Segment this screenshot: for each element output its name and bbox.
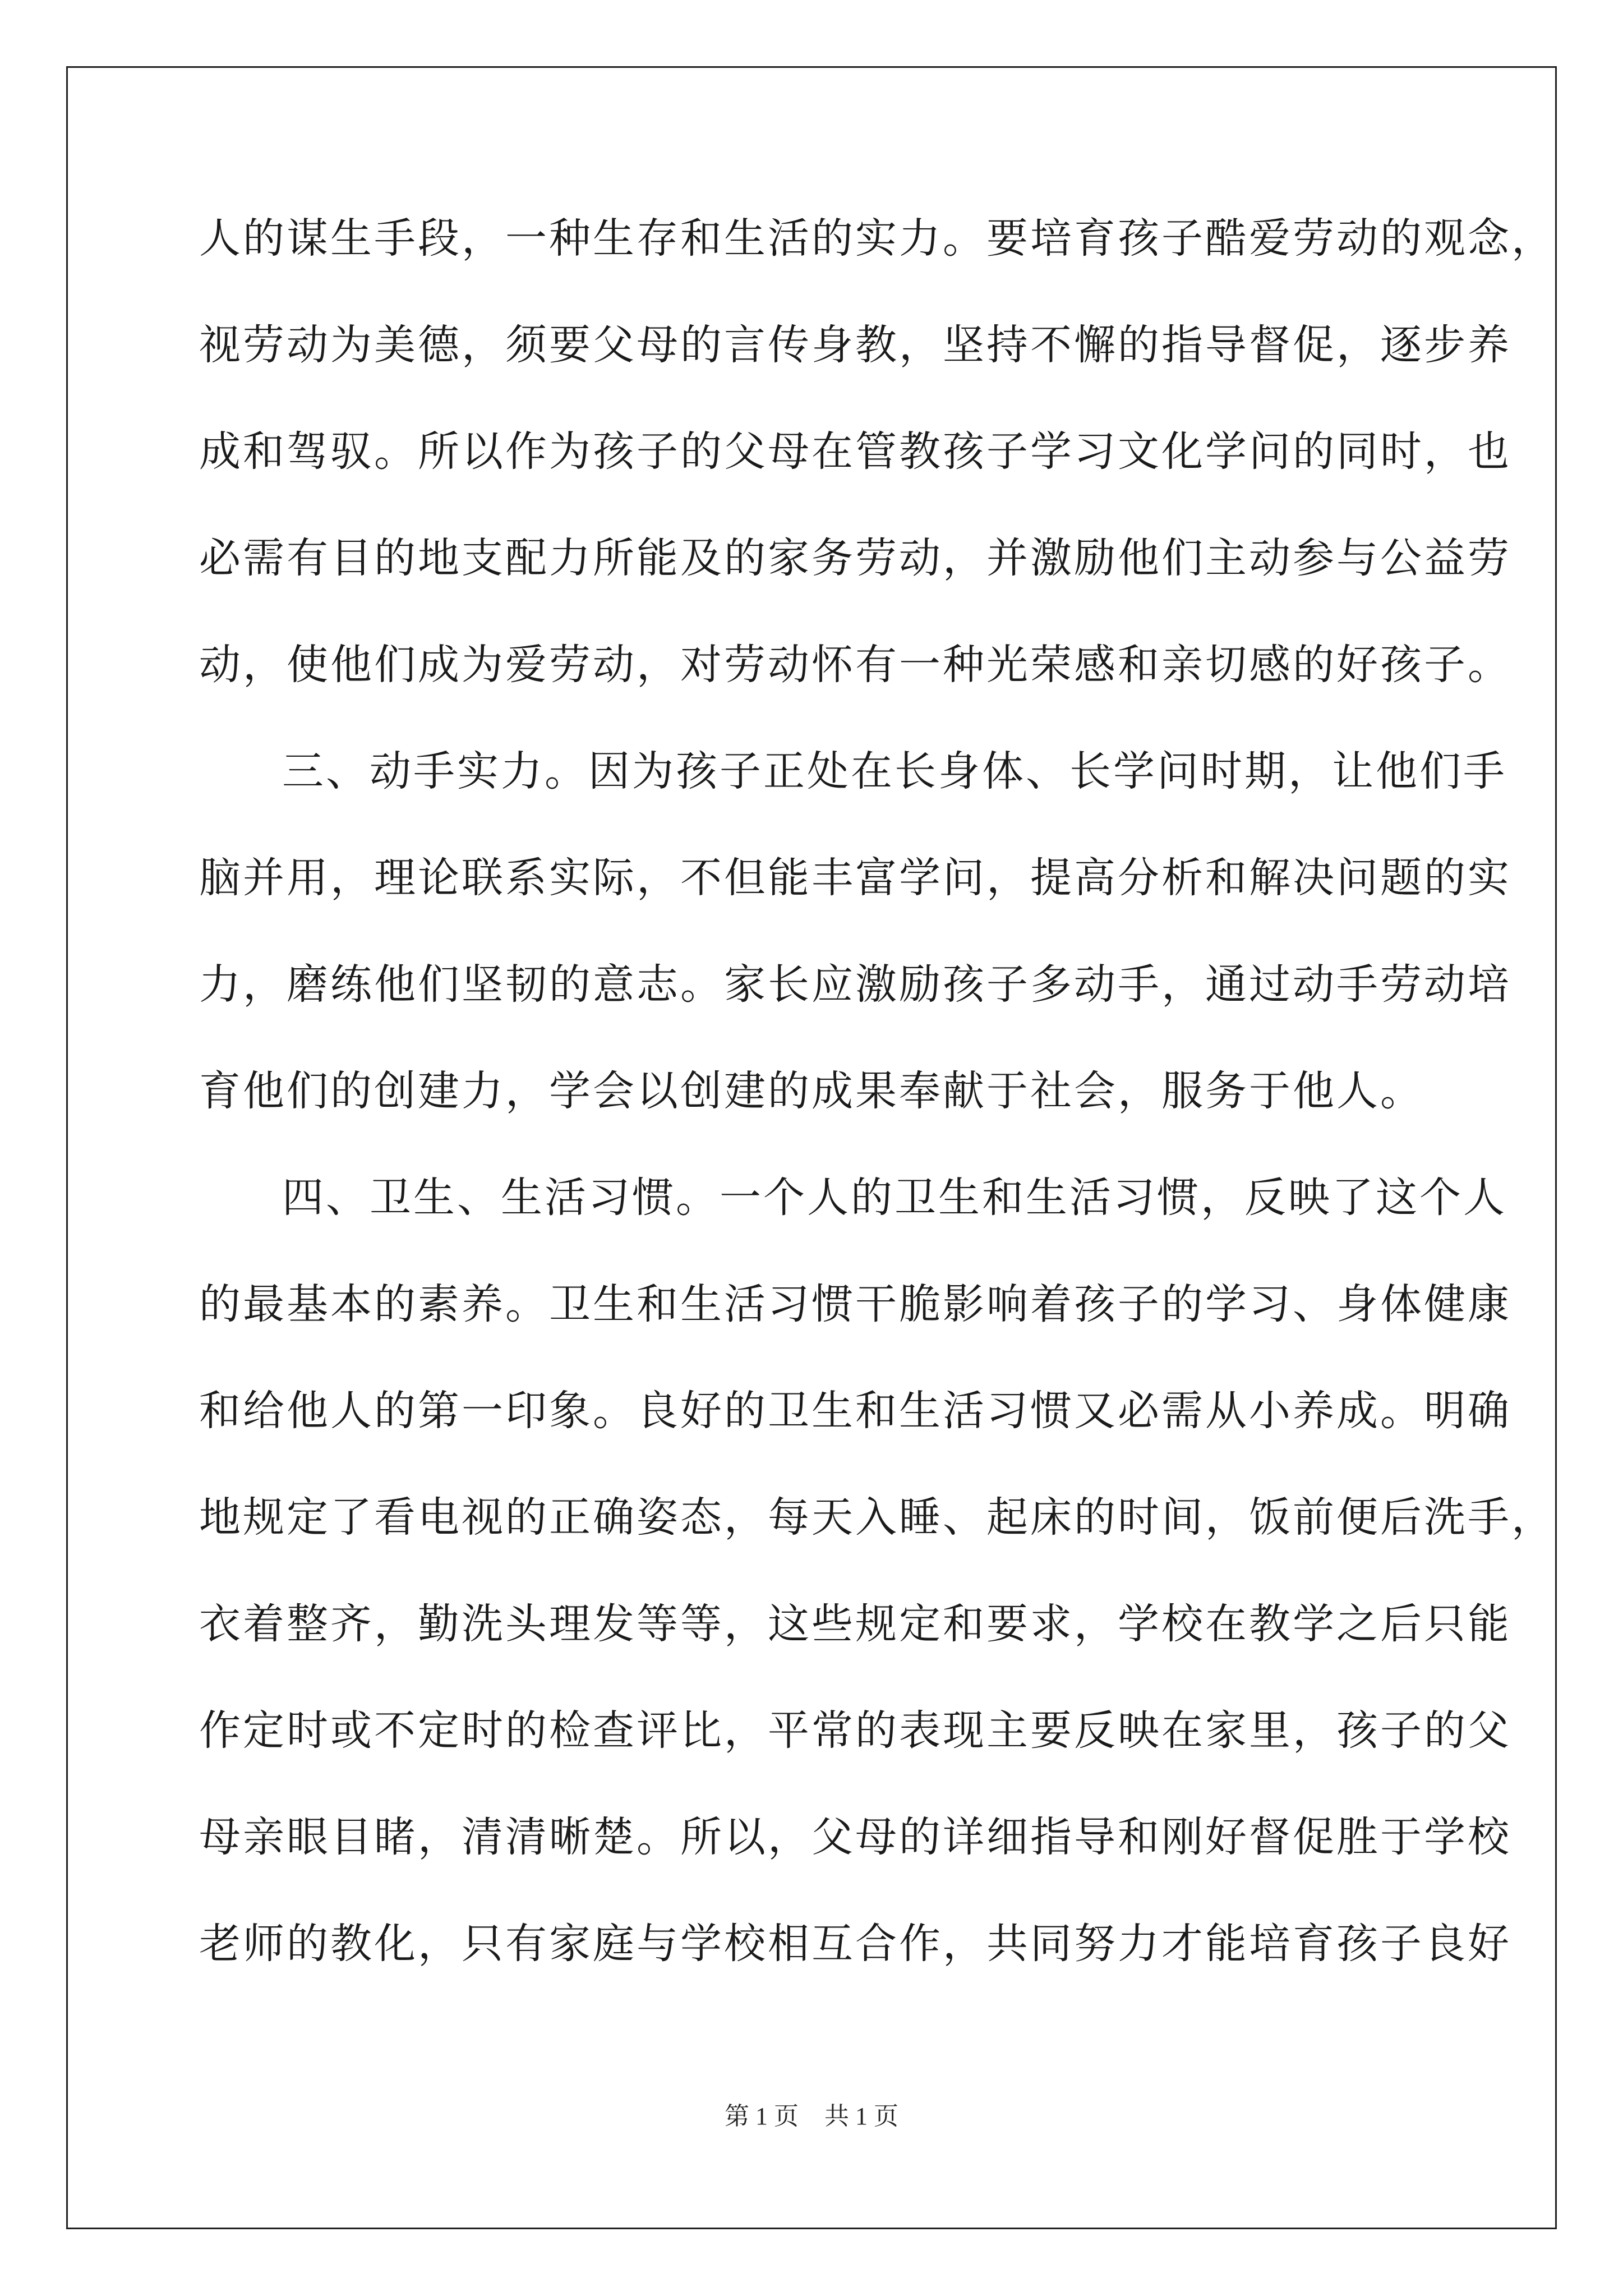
text-line: 四、卫生、生活习惯。一个人的卫生和生活习惯，反映了这个人 [282, 1174, 1507, 1222]
text-line: 力，磨练他们坚韧的意志。家长应激励孩子多动手，通过动手劳动培 [199, 960, 1511, 1009]
page-total: 共 1 页 [824, 2102, 898, 2130]
text-line: 地规定了看电视的正确姿态，每天入睡、起床的时间，饭前便后洗手， [199, 1493, 1555, 1542]
text-line: 人的谋生手段，一种生存和生活的实力。要培育孩子酷爱劳动的观念， [199, 214, 1555, 263]
text-line: 母亲眼目睹，清清晰楚。所以，父母的详细指导和刚好督促胜于学校 [199, 1813, 1511, 1861]
text-line: 的最基本的素养。卫生和生活习惯干脆影响着孩子的学习、身体健康 [199, 1280, 1511, 1328]
document-body [199, 185, 1555, 1997]
text-line: 成和驾驭。所以作为孩子的父母在管教孩子学习文化学问的同时，也 [199, 427, 1511, 476]
text-line: 三、动手实力。因为孩子正处在长身体、长学问时期，让他们手 [282, 747, 1507, 795]
page-number: 第 1 页 [725, 2102, 799, 2130]
text-line: 和给他人的第一印象。良好的卫生和生活习惯又必需从小养成。明确 [199, 1387, 1511, 1435]
text-line: 育他们的创建力，学会以创建的成果奉献于社会，服务于他人。 [199, 1067, 1424, 1115]
text-line: 作定时或不定时的检查评比，平常的表现主要反映在家里，孩子的父 [199, 1706, 1511, 1755]
text-line: 衣着整齐，勤洗头理发等等，这些规定和要求，学校在教学之后只能 [199, 1600, 1511, 1648]
text-line: 老师的教化，只有家庭与学校相互合作，共同努力才能培育孩子良好 [199, 1920, 1511, 1968]
text-line: 必需有目的地支配力所能及的家务劳动，并激励他们主动参与公益劳 [199, 534, 1511, 582]
page-footer [0, 2096, 1623, 2132]
text-line: 脑并用，理论联系实际，不但能丰富学问，提高分析和解决问题的实 [199, 854, 1511, 902]
text-line: 视劳动为美德，须要父母的言传身教，坚持不懈的指导督促，逐步养 [199, 321, 1511, 369]
text-line: 动，使他们成为爱劳动，对劳动怀有一种光荣感和亲切感的好孩子。 [199, 641, 1511, 689]
